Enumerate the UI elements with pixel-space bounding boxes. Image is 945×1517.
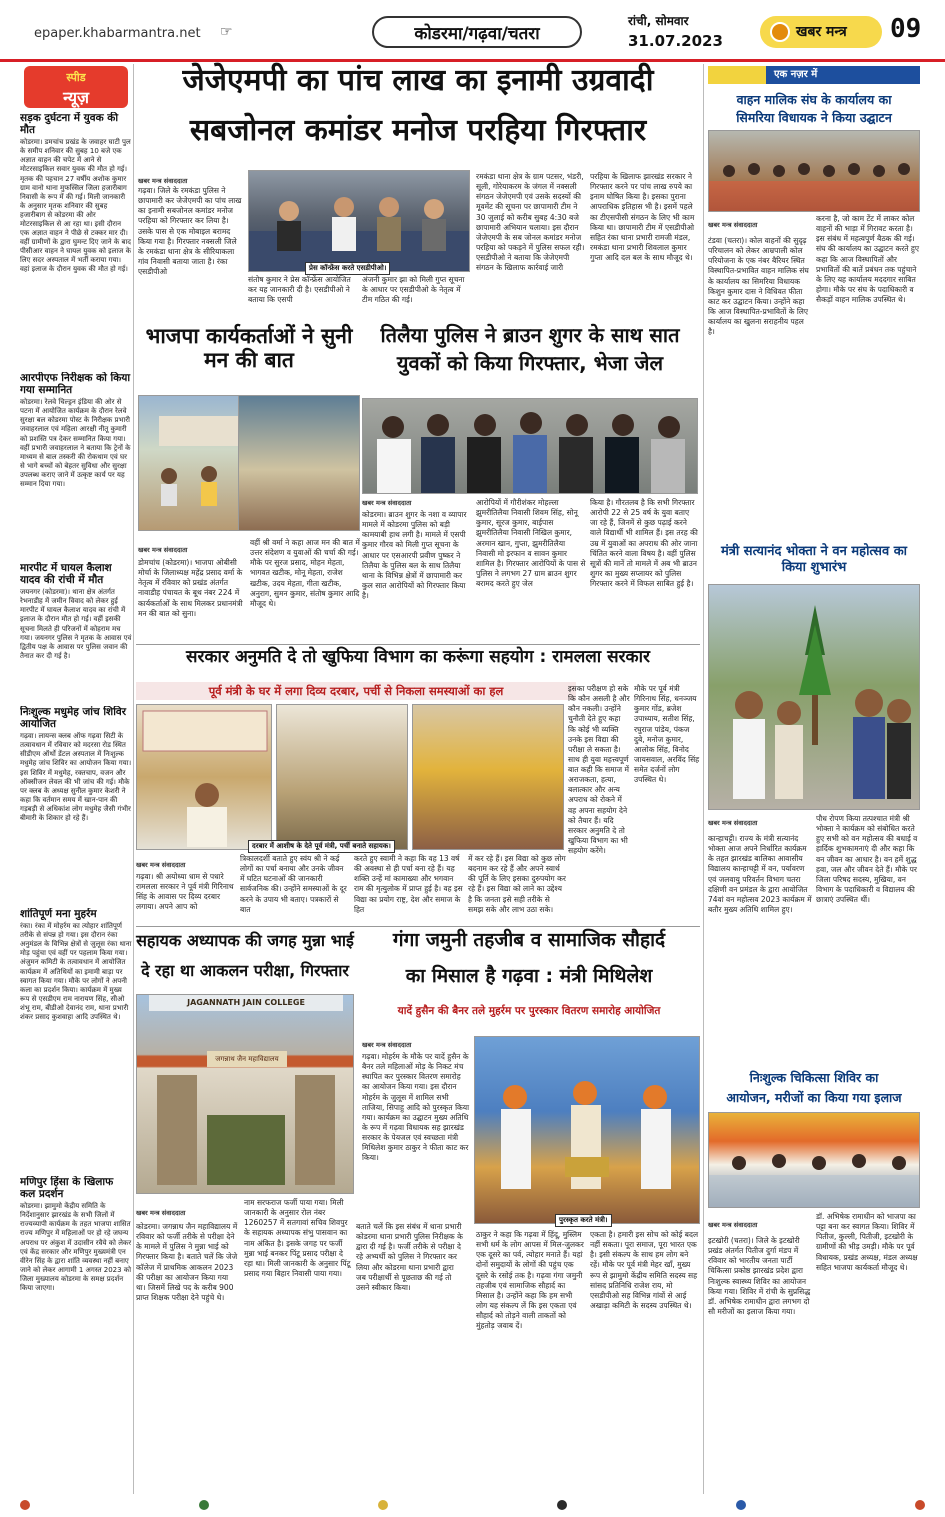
health-headline-1: निःशुल्क चिकित्सा शिविर का xyxy=(749,1070,879,1085)
darbar-text-col6: मौके पर पूर्व मंत्री गिरिनाथ सिंह, धनञ्जय कुमार गोंड, ब्रजेश उपाध्याय, सतीश सिंह, रघुराज पांडेय, पंकज दुबे, मनोज कुमार, आलोक सिंह, विनोद जायसवाल, अरविंद सिंह समेत दर्जनों लोग उपस्थित थे। xyxy=(634,684,700,785)
press-conference-figures xyxy=(249,171,470,272)
ganga-text-col3: एकता है। हमारी इस सोच को कोई बदल नहीं सकता। पूरा समाज, पूरा भारत एक है। इसी संकल्प के साथ हम लोग बने रहें। मौके पर पूर्व मंत्री मेहर खाँ, मुख्य रूप से झामुमो केंद्रीय समिति सदस्य सह सांसद प्रतिनिधि राजेश राय, मो एसडीपीओ सह विभिन्न गांवों से आई अखाड़ा कमिटी के सदस्य उपस्थित थे। xyxy=(590,1230,699,1310)
site-url[interactable]: epaper.khabarmantra.net xyxy=(34,26,201,41)
brief-body: रंका। रंका में मोहर्रम का त्योहार शांतिपूर्ण तरीके से संपन्न हो गया। इस दौरान रंका अनुमंडल के विभिन्न क्षेत्रों से जुलूस रंका थाना मोड़ पहुंचा एवं वहीं पर पहलाम किया गया। अंजुमन कमिटी के तत्वावधान में आयोजित कार्यक्रम में अतिथियों का इमामी बाड़ा पर स्वागत किया गया। मौके पर लोगों ने अपनी कला का प्रदर्शन किया। कार्यक्रम में मुख्य रूप से एसडीएम राम नारायण सिंह, सीओ शंभू राम, बीडीओ देवानंद राम, थाना प्रभारी शंकर प्रसाद कुशवाहा आदि उपस्थित थे। xyxy=(20,922,132,1021)
ganga-text-col2: ठाकुर ने कहा कि गढ़वा में हिंदू, मुस्लिम सभी धर्म के लोग आपस में मिल-जुलकर एक दूसरे का पर्व, त्योहार मनाते हैं। यहां दोनों समुदायों के लोगों की पहुंच एक दूसरे के रसोई तक है। गढ़वा गंगा जमुनी तहजीब एवं सामाजिक सौहार्द का मिसाल है। उन्होंने कहा कि हम सभी लोग यह संकल्प लें कि इस एकता एवं सौहार्द को तोड़ने वाली ताकतों को मुंहतोड़ जवाब दें। xyxy=(476,1230,584,1331)
brand-name: खबर मन्त्र xyxy=(796,24,847,40)
darbar-text-col5: इसका परीक्षण हो सके कि कौन असली है और कौन नकली। उन्होंने चुनौती देते हुए कहा कि कोई भी व्यक्ति उनके इस विद्या की परीक्षा ले सकता है। साथ ही युवा महत्त्वपूर्ण बात कही कि समाज में अराजकता, हत्या, बलात्कार और अन्य अपराध को रोकने में वह अपना सहयोग देने को तैयार हैं। यदि सरकार अनुमति दे तो खुफिया विभाग का भी सहयोग करेंगे। xyxy=(568,684,630,855)
bjp-byline: खबर मन्त्र संवाददाता xyxy=(138,546,188,554)
brief-title: आरपीएफ निरीक्षक को किया गया सम्मानित xyxy=(20,372,131,397)
forest-text-col1: कान्हाचट्टी। राज्य के मंत्री सत्यानंद भोक्ता आज अपने निर्धारित कार्यक्रम के तहत झारखंड बालिका आवासीय विद्यालय कान्हाचट्टी में वन, पर्यावरण एवं जलवायु परिवर्तन विभाग चतरा दक्षिणी वन प्रमंडल के द्वारा आयोजित 74वां वन महोत्सव 2023 कार्यक्रम में बतौर मुख्य अतिथि शामिल हुए। xyxy=(708,834,812,914)
masthead-top: स्पीड xyxy=(66,71,86,84)
lead-text-col1: गढ़वा। जिले के रमकंडा पुलिस ने छापामारी कर जेजेएमपी का पांच लाख का इनामी सबजोनल कमांडर मनोज परहिया को गिरफ्तार कर लिया है। उसके पास से एक मोबाइल बरामद किया गया है। गिरफ्तार नक्सली जिले के रमकंडा थाना क्षेत्र के सीरियाकला गांव निवासी बताया जाता है। रंका एसडीपीओ xyxy=(138,186,242,276)
lead-text-col2: संतोष कुमार ने प्रेस कॉन्फ्रेंस आयोजित कर यह जानकारी दी है। एसडीपीओ ने बताया कि एसपी xyxy=(248,275,351,305)
lead-byline: खबर मन्त्र संवाददाता xyxy=(138,177,188,185)
ganga-headline-2: का मिसाल है गढ़वा : मंत्री मिथिलेश xyxy=(405,965,653,987)
column-divider xyxy=(703,64,704,1494)
brownsugar-byline: खबर मन्त्र संवाददाता xyxy=(362,499,412,507)
lead-headline-2: सबजोनल कमांडर मनोज परहिया गिरफ्तार xyxy=(189,113,647,148)
bjp-radio-photo xyxy=(238,395,360,531)
darbar-text-col4: में कर रहे हैं। इस विद्या को कुछ लोग बदनाम कर रहे हैं और अपने स्वार्थ की पूर्ति के लिए इसका दुरुपयोग कर रहे हैं। इस विद्या को लाने का उद्देश्य है कि जनता इसे सही तरीके से समझ सके और लाभ उठा सके। xyxy=(468,854,566,914)
ganga-byline: खबर मन्त्र संवाददाता xyxy=(362,1041,412,1049)
vehicle-office-crowd xyxy=(709,131,920,212)
divider-line xyxy=(136,926,700,927)
award-ceremony-figures xyxy=(475,1037,700,1224)
lead-text-col3: अंजनी कुमार झा को मिली गुप्त सूचना के आधार पर एसडीपीओ के नेतृत्व में टीम गठित की गई। xyxy=(362,275,465,305)
health-headline-2: आयोजन, मरीजों का किया गया इलाज xyxy=(726,1090,902,1105)
brownsugar-text-col2: आरोपियों में गौरीशंकर मोहल्ला झुमरीतिलैया निवासी शिवम सिंह, सोनू कुमार, सूरज कुमार, बाईपास झुमरीतिलैया निवासी निखिल कुमार, अरमान खान, गुप्ता, झुमरीतिलैया निवासी मो इरफान व सावन कुमार शामिल है। गिरफ्तार आरोपियों के पास से पुलिस ने लगभग 27 ग्राम ब्राउन शुगर बरामद करते हुए जेल xyxy=(476,498,586,588)
health-camp-photo xyxy=(708,1112,920,1208)
brownsugar-headline-1: तिलैया पुलिस ने ब्राउन शुगर के साथ सात xyxy=(380,323,680,347)
lead-headline-1: जेजेएमपी का पांच लाख का इनामी उग्रवादी xyxy=(182,63,654,98)
divider-line xyxy=(136,644,700,645)
health-text-col2: डॉ. अभिषेक रामाधीन को भाजपा का पट्टा बना कर स्वागत किया। शिविर में पितीज, कुल्ली, पितीजी, इटखोरी के ग्रामीणों की भीड़ उमड़ी। मौके पर पूर्व विधायक, प्रखंड अध्यक्ष, मंडल अध्यक्ष सहित भाजपा कार्यकर्ता मौजूद थे। xyxy=(816,1212,918,1272)
registration-dot-icon xyxy=(736,1500,746,1510)
registration-dot-icon xyxy=(378,1500,388,1510)
section-title: कोडरमा/गढ़वा/चतरा xyxy=(372,16,582,48)
health-text-col1: इटखोरी (चतरा)। जिले के इटखोरी प्रखंड अंतर्गत पितीज दुर्गा मंडप में रविवार को भारतीय जनता पार्टी चिकित्सा प्रकोष्ठ झारखंड प्रदेश द्वारा निःशुल्क स्वास्थ्य शिविर का आयोजन किया गया। शिविर में रांची के सुप्रसिद्ध डॉ. अभिषेक रामाधीन द्वारा लगभग दो सौ मरीजों का इलाज किया गया। xyxy=(708,1236,811,1316)
press-conference-photo xyxy=(248,170,470,272)
bjp-text-col2: वहीं श्री वर्मा ने कहा आज मन की बात में उत्तर संदेशण व युवाओं की चर्चा की गई। मौके पर सुरज प्रसाद, मोहन मेहता, भागवत खटीक, मोनू मेहता, राजेश खटीक, उदय मेहता, गीता खटीक, अनुराग, सुमन कुमार, संतोष कुमार आदि मौजूद थे। xyxy=(250,538,360,608)
darbar-banner-figure xyxy=(137,705,272,850)
edition-date: 31.07.2023 xyxy=(628,32,723,50)
brief-title: मारपीट में घायल कैलाश यादव की रांची में मौत xyxy=(20,562,112,587)
bjp-text-col1: डोमचांच (कोडरमा)। भाजपा ओबीसी मोर्चा के जिलाध्यक्ष महेंद्र प्रसाद वर्मा के नेतृत्व में रविवार को प्रखंड अंतर्गत नावाडीह पंचायत के बूथ नंबर 224 में कार्यकर्ताओं के साथ मिलकर प्रधानमंत्री मन की बात को सुना। xyxy=(138,558,243,618)
college-sign: JAGANNATH JAIN COLLEGE xyxy=(149,995,343,1011)
college-sign-hindi: जगन्नाथ जैन महाविद्यालय xyxy=(207,1051,287,1067)
place-day: रांची, सोमवार xyxy=(628,14,689,28)
brief-diabetes xyxy=(20,706,132,904)
brand-logo-icon xyxy=(770,22,790,42)
brownsugar-headline-2: युवकों को किया गिरफ्तार, भेजा जेल xyxy=(396,351,664,375)
forest-text-col2: पौध रोपण किया तत्पश्चात मंत्री श्री भोक्ता ने कार्यक्रम को संबोधित करते हुए सभी को वन महोत्सव की बधाई व हार्दिक शुभकामनाएं दी और कहा कि वन जीवन का आधार है। वन हमें शुद्ध हवा, जल और जीवन देते हैं। मौके पर जिला परिषद सदस्य, मुखिया, वन विभाग के पदाधिकारी व विद्यालय की छात्राएं उपस्थित थीं। xyxy=(816,814,918,904)
health-camp-figures xyxy=(709,1113,920,1208)
darbar-headline: सरकार अनुमति दे तो खुफिया विभाग का करूंगा सहयोग : रामलला सरकार xyxy=(186,647,650,667)
brownsugar-text-col1: कोडरमा। ब्राउन शुगर के नशा व व्यापार मामले में कोडरमा पुलिस को बड़ी कामयाबी हाथ लगी है। मामले में एसपी कुमार गौरव को मिली गुप्त सूचना के आधार पर एसआरपी प्रवीण पुष्कर ने तिलैया के पुलिस बल के साथ तिलैया थाना के विभिन्न क्षेत्रों में छापामारी कर कुल सात आरोपियों को गिरफ्तार किया है। xyxy=(362,510,467,600)
vehicle-headline-2: सिमरिया विधायक ने किया उद्घाटन xyxy=(736,110,892,125)
cursor-icon: ☞ xyxy=(220,24,233,40)
vehicle-office-photo xyxy=(708,130,920,212)
darbar-text-col2: त्रिकालदर्शी बताते हुए स्वंय श्री ने कई लोगों का पर्चा बनाया और उनके जीवन में घटित घटनाओं की जानकारी सार्वजनिक की। उन्होंने समस्याओं के दूर करने के उपाय भी बताए। पत्रकारों से बात xyxy=(240,854,347,914)
forest-headline: मंत्री सत्यानंद भोक्ता ने वन महोत्सव का किया शुभारंभ xyxy=(720,544,908,575)
masthead-bar xyxy=(0,0,945,62)
brief-kailash xyxy=(20,562,132,702)
brownsugar-text-col3: किया है। गौरतलब है कि सभी गिरफ्तार आरोपी 22 से 25 वर्ष के युवा बताए जा रहे हैं, जिनमें से कुछ पढ़ाई करने वाले विद्यार्थी भी शामिल हैं। इस तरह की उम्र में युवाओं का अपराध की ओर जाना चिंतित करने वाला विषय है। वहीं पुलिस सूत्रों की मानें तो मामले में अब भी ब्राउन शुगर का मुख्य सप्लायर को पुलिस गिरफ्तार करने में विफल साबित हुई है। xyxy=(590,498,698,588)
page-number: 09 xyxy=(890,14,922,44)
vehicle-text-col2: करना है, जो काम टेंट में लाकर कोल वाहनों की भाड़ा में गिरावट करता है। इस संबंध में महत्वपूर्ण बैठक की गई। संघ की कार्यालय का उद्घाटन करते हुए कहा कि आज विस्थापितों और प्रभावितों की बातें प्रबंधन तक पहुंचाने के लिए यह कार्यालय मददगार साबित होगा। मौके पर संघ के पदाधिकारी व सैकड़ों वाहन मालिक उपस्थित थे। xyxy=(816,214,920,304)
vehicle-byline: खबर मन्त्र संवाददाता xyxy=(708,221,758,229)
darbar-subheadline: पूर्व मंत्री के घर में लगा दिव्य दरबार, पर्ची से निकला समस्याओं का हल xyxy=(136,682,576,700)
brief-title: शांतिपूर्ण मना मुहर्रम xyxy=(20,908,97,920)
college-building-photo xyxy=(136,994,354,1194)
brief-body: कोडरमा। रेलवे चिल्ड्रन इंडिया की ओर से पटना में आयोजित कार्यक्रम के दौरान रेलवे सुरक्षा बल कोडरमा पोस्ट के निरीक्षक प्रभारी जवाहरलाल एवं महिला आरक्षी नीतू कुमारी को प्रशस्ति पत्र देकर सम्मानित किया गया। वहीं प्रभारी जवाहरलाल ने बताया कि ट्रेनों के माध्यम से बाल तस्करी की रोकथाम एवं घर से भागे बच्चों को बेहतर सुविधा और सुरक्षा उपलब्ध कराए जाने में उत्कृष्ट कार्य पर यह सम्मान दिया गया। xyxy=(20,398,131,488)
darbar-text-col3: करते हुए स्वामी ने कहा कि वह 13 वर्ष की अवस्था से ही पर्चा बना रहे हैं। यह शक्ति उन्हें मां कामाख्या और भगवान राम की मृत्युलोक में प्राप्त हुई है। वह इस विद्या का प्रयोग राष्ट्र, देश और समाज के हित xyxy=(354,854,463,914)
darbar-photo-caption: दरबार में आशीष के देते पूर्व मंत्री, पर्ची बनाते सहायक। xyxy=(248,840,395,853)
at-a-glance-badge xyxy=(708,66,766,84)
brief-body: जयनगर (कोडरमा)। थाना क्षेत्र अंतर्गत रेभनाडीह में जमीन विवाद को लेकर हुई मारपीट में घायल कैलाश यादव का रांची में इलाज के दौरान मौत हो गई। वहीं इसकी सूचना मिलते ही परिजनों में कोहराम मच गया। जयनगर पुलिस ने मृतक के आवास एवं द्वितीय पक्ष के आवास पर पुलिस जवान की तैनात कर दी गई है। xyxy=(20,588,132,660)
registration-dot-icon xyxy=(915,1500,925,1510)
college-gate-figure xyxy=(137,995,354,1194)
forest-byline: खबर मन्त्र संवाददाता xyxy=(708,819,758,827)
tree-plantation-figures xyxy=(709,585,920,810)
arrested-youths-figures xyxy=(363,399,698,494)
exam-headline-2: दे रहा था आकलन परीक्षा, गिरफ्तार xyxy=(141,961,349,980)
ganga-subheadline: यादें हुसैन की बैनर तले मुहर्रम पर पुरस्कार वितरण समारोह आयोजित xyxy=(358,1004,700,1032)
darbar-photo-right xyxy=(412,704,564,850)
award-ceremony-photo xyxy=(474,1036,700,1224)
brief-title: निःशुल्क मधुमेह जांच शिविर आयोजित xyxy=(20,706,127,731)
brief-muharram xyxy=(20,908,132,1170)
ganga-text-col1: गढ़वा। मोहर्रम के मौके पर यादें हुसैन के बैनर तले महिलाओं मोड़ के निकट मंच स्थापित कर पुरस्कार वितरण समारोह का आयोजन किया गया। इस दौरान मोहर्रम के जुलूस में शामिल सभी ताजिया, सिपाहु आदि को पुरस्कृत किया गया। कार्यक्रम का उद्घाटन मुख्य अतिथि के रूप में गढ़वा विधायक सह झारखंड सरकार के पेयजल एवं स्वच्छता मंत्री मिथिलेश कुमार ठाकुर ने फीता काट कर किया। xyxy=(362,1052,470,1163)
brief-title: सड़क दुर्घटना में युवक की मौत xyxy=(20,112,119,137)
tree-plantation-photo xyxy=(708,584,920,810)
brief-body: गढ़वा। लायन्स क्लब ऑफ गढ़वा सिटी के तत्वावधान में रविवार को मदरसा रोड स्थित सीडीएम ऑर्थो डेंटल अस्पताल में निःशुल्क मधुमेह जांच शिविर का आयोजन किया गया। इस शिविर में मधुमेह, रक्तचाप, वजन और ऑक्सीजन लेवल की भी जांच की गई। मौके पर क्लब के अध्यक्ष सुनील कुमार केशरी ने कहा कि वर्तमान समय में खान-पान की गड़बड़ी से अधिकांश लोग मधुमेह जैसी गंभीर बीमारी के शिकार हो रहे हैं। xyxy=(20,732,132,822)
lead-text-col5: परहिया के खिलाफ झारखंड सरकार ने गिरफ्तार करने पर पांच लाख रुपये का इनाम घोषित किया है। इसका पुराना आपराधिक इतिहास भी है। इसमें पहले का टीएसपीसी संगठन के लिए भी काम किया था। छापामारी टीम में एसडीपीओ सहित रंका थाना प्रभारी रामजी मंडल, रमकंडा थाना प्रभारी शिवलाल कुमार गुप्ता आदि दल बल के साथ मौजूद थे। xyxy=(590,172,695,262)
at-a-glance-tag: एक नज़र में xyxy=(708,66,920,84)
speed-news-masthead xyxy=(24,66,128,108)
exam-text-col2: नाम सरफराज फर्जी पाया गया। मिली जानकारी के अनुसार रोल नंबर 1260257 में सतगावां सचिव शिवपुर के सहायक अध्यापक संभु पासवान का नाम अंकित है। इसके जगह पर फर्जी मुन्ना भाई बनकर पिंटू प्रसाद परीक्षा दे रहा था। मिली जानकारी के अनुसार पिंटू प्रसाद गया बिहार निवासी पाया गया। xyxy=(244,1198,351,1278)
lead-photo-caption: प्रेस कॉन्फ्रेंस करते एसडीपीओ। xyxy=(305,262,390,275)
arrested-youths-photo xyxy=(362,398,698,494)
brief-manipur xyxy=(20,1176,132,1494)
exam-text-col3: बताते चलें कि इस संबंध में थाना प्रभारी कोडरमा थाना प्रभारी पुलिस निरीक्षक के द्वारा दी गई है। फर्जी तरीके से परीक्षा दे रहे अभ्यर्थी को पुलिस ने गिरफ्तार कर लिया और कोडरमा थाना प्रभारी द्वारा जब परीक्षार्थी से पूछताछ की गई तो उसने स्वीकार किया। xyxy=(356,1222,463,1292)
brief-title: मणिपुर हिंसा के खिलाफ कल प्रदर्शन xyxy=(20,1176,114,1201)
ganga-headline-1: गंगा जमुनी तहजीब व सामाजिक सौहार्द xyxy=(392,929,666,951)
darbar-byline: खबर मन्त्र संवाददाता xyxy=(136,861,186,869)
brief-rpf xyxy=(20,372,132,558)
bjp-headline: भाजपा कार्यकर्ताओं ने सुनी मन की बात xyxy=(145,324,353,373)
registration-dot-icon xyxy=(20,1500,30,1510)
registration-dot-icon xyxy=(557,1500,567,1510)
health-byline: खबर मन्त्र संवाददाता xyxy=(708,1221,758,1229)
brief-body: कोडरमा। झामुमो केंद्रीय समिति के निर्देशानुसार झारखंड के सभी जिलों में राज्यव्यापी कार्यक्रम के तहत भाजपा शासित राज्य मणिपुर में महिलाओं पर हो रहे जघन्य अपराध पर अंकुश में उदासीन रवैये को लेकर एवं केंद्र सरकार और मणिपुर मुख्यमंत्री एन वीरेन सिंह के द्वारा शांति व्यवस्था नहीं बनाए जाने को लेकर आगामी 1 अगस्त 2023 को जिला मुख्यालय कोडरमा के समक्ष प्रदर्शन किया जाएगा। xyxy=(20,1202,132,1292)
darbar-photo-middle xyxy=(276,704,408,850)
exam-text-col1: कोडरमा। जगन्नाथ जैन महाविद्यालय में रविवार को फर्जी तरीके से परीक्षा देने के मामले में पुलिस ने मुन्ना भाई को गिरफ्तार किया है। बताते चलें कि जेजे कॉलेज में प्राथमिक आकलन 2023 की परीक्षा का आयोजन किया गया था। जिसमें लिखे पद के करीब 900 प्राप्त शिक्षक परीक्षा देने पहुंचे थे। xyxy=(136,1222,238,1302)
darbar-photo-left xyxy=(136,704,272,850)
exam-headline-1: सहायक अध्यापक की जगह मुन्ना भाई xyxy=(136,931,354,950)
vehicle-text-col1: टंडवा (चतरा)। कोल वाहनों की सुदृढ़ परिचालन को लेकर आम्रपाली कोल परियोजना के एक नंबर बैरियर स्थित विस्थापित-प्रभावित वाहन मालिक संघ के कार्यालय का सिमरिया विधायक किशुन कुमार दास ने विधिवत फीता काट कर उद्घाटन किया। उन्होंने कहा कि आज विस्थापित-प्रभावितों के लिए कार्यालय का खुलना सराहनीय पहल है। xyxy=(708,236,809,337)
column-divider xyxy=(133,64,134,1494)
masthead-bottom: न्यूज़ xyxy=(63,88,89,107)
brief-accident xyxy=(20,112,132,358)
registration-marks xyxy=(20,1500,925,1510)
registration-dot-icon xyxy=(199,1500,209,1510)
brief-body: कोडरमा। डमचांच प्रखंड के जवाहर घाटी पुल के समीप शनिवार की सुबह 10 बजे एक अज्ञात वाहन की चपेट में आने से मोटरसाइकिल सवार युवक की मौत हो गई। मृतक की पहचान 27 वर्षीय अशोक कुमार ग्राम वानो थाना मुफस्सिल जिला हजारीबाग निवासी के रूप में की गई। मिली जानकारी के अनुसार मृतक शनिवार की सुबह हजारीबाग से कोडरमा की ओर मोटरसाइकिल से आ रहा था। इसी दौरान एक अज्ञात वाहन ने पीछे से टक्कर मार दी। वहीं ग्रामीणों के द्वारा घुमन्ट दिए जाने के बाद पीसीआर वाहन ने घायल युवक को इलाज के लिए सदर अस्पताल में भर्ती कराया गया। वहां इलाज के दौरान युवक की मौत हो गई। xyxy=(20,138,131,274)
lead-text-col4: रमकंडा थाना क्षेत्र के ग्राम पटसर, भंडरी, सूली, गोरेयाकरम के जंगल में नक्सली संगठन जेजेएमपी एवं उसके सदस्यों की मूवमेंट की सूचना पर छापामारी टीम ने 30 जुलाई को करीब सुबह 4:30 बजे छापामारी अभियान चलाया। इस दौरान जेजेएमपी के सब जोनल कमांडर मनोज परहिया को पकड़ने में पुलिस सफल रही। एसडीपीओ ने बताया कि जेजेएमपी संगठन के खिलाफ कार्रवाई जारी xyxy=(476,172,585,273)
vehicle-headline-1: वाहन मालिक संघ के कार्यालय का xyxy=(736,92,892,107)
darbar-text-col1: गढ़वा। श्री अयोध्या धाम से पधारे रामलला सरकार ने पूर्व मंत्री गिरिनाथ सिंह के आवास पर दिव्य दरबार लगाया। अपने आप को xyxy=(136,872,234,912)
ganga-photo-caption: पुरस्कृत करते मंत्री। xyxy=(555,1214,612,1227)
exam-byline: खबर मन्त्र संवाददाता xyxy=(136,1209,186,1217)
